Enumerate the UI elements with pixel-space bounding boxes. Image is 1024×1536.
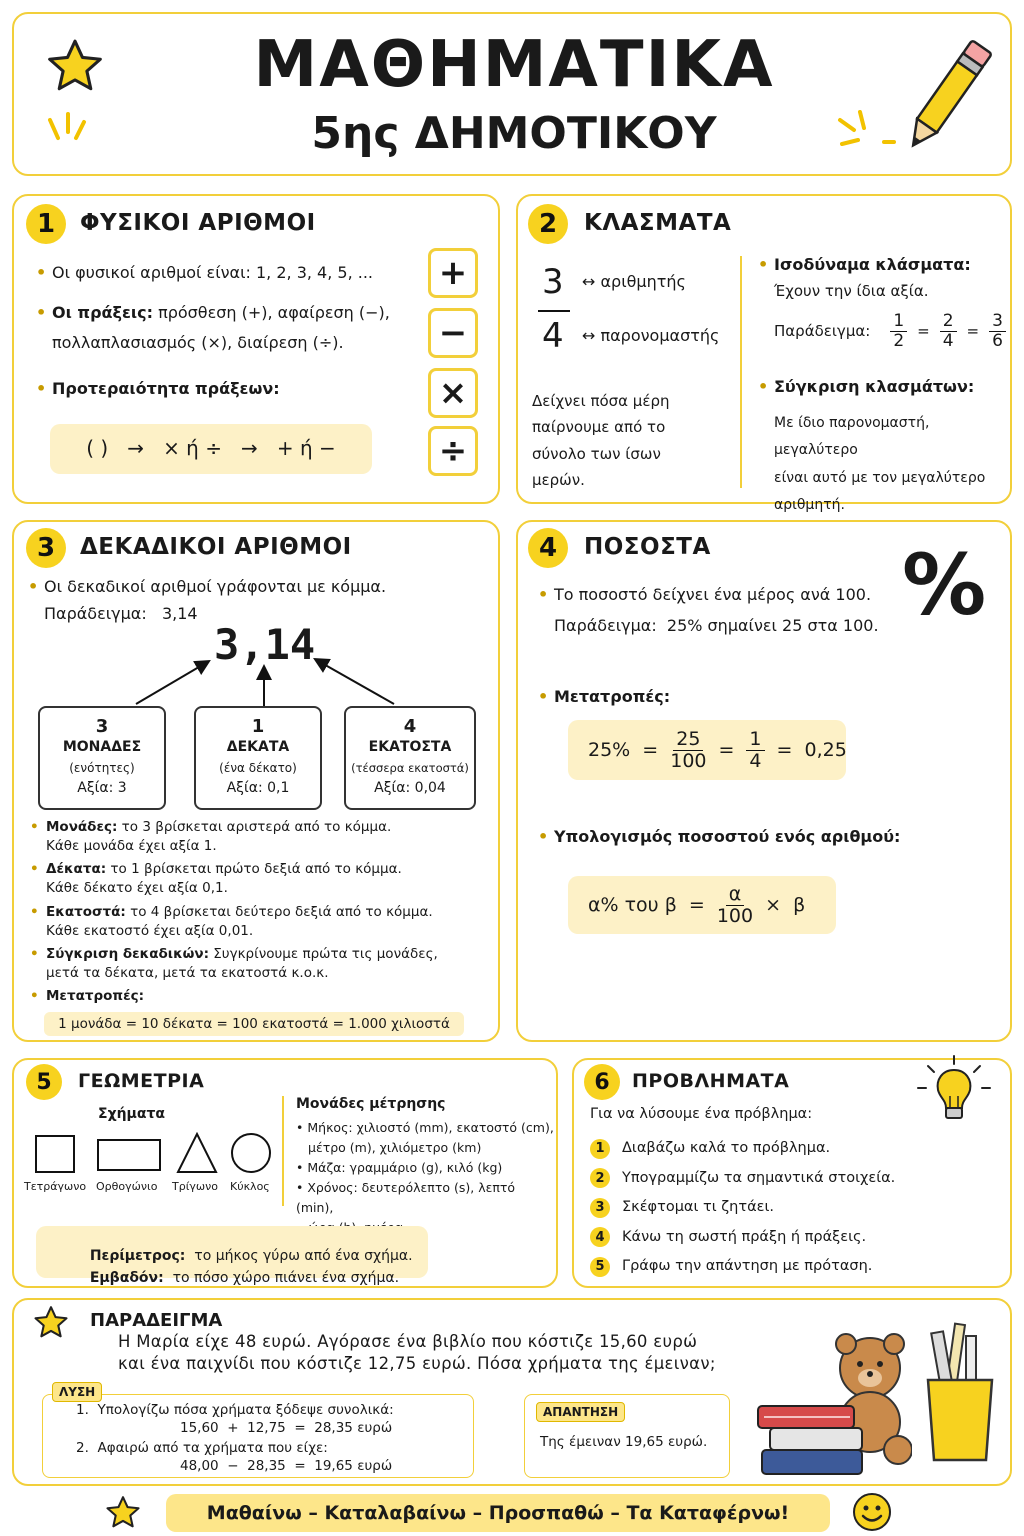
compare-text: Με ίδιο παρονομαστή, μεγαλύτερο είναι αυτό με τον μεγαλύτερο αριθμητή.: [774, 415, 986, 513]
equivalent-text: Έχουν την ίδια αξία.: [774, 282, 929, 300]
square-shape: [34, 1134, 76, 1174]
problems-intro: Για να λύσουμε ένα πρόβλημα:: [590, 1106, 813, 1122]
problem-steps: [590, 1134, 895, 1282]
section-problems: [572, 1058, 1012, 1288]
triangle-shape: [176, 1132, 218, 1174]
percent-line1: • Το ποσοστό δείχνει ένα μέρος ανά 100.: [554, 580, 871, 610]
arrows: [14, 652, 502, 712]
solution-step-1-calc: 15,60 + 12,75 = 28,35 ευρώ: [180, 1420, 393, 1436]
multiply-icon: ×: [428, 368, 478, 418]
section-number: 1: [26, 204, 66, 244]
percent-line2: Παράδειγμα: 25% σημαίνει 25 στα 100.: [554, 616, 879, 635]
big-decimal: 3,14: [214, 620, 316, 669]
divider: [740, 256, 742, 488]
section-title: ΠΟΣΟΣΤΑ: [584, 534, 711, 560]
divider: [282, 1096, 284, 1206]
solution-step-2: 2. Αφαιρώ από τα χρήματα που είχε:: [76, 1440, 328, 1456]
page-title: ΜΑΘΗΜΑΤΙΚΑ: [253, 28, 775, 102]
area-definition: Εμβαδόν: το πόσο χώρο πιάνει ένα σχήμα.: [89, 1270, 400, 1286]
lightbulb-icon: [914, 1052, 994, 1130]
answer-text: Της έμειναν 19,65 ευρώ.: [540, 1434, 708, 1450]
star-icon: [32, 1304, 70, 1342]
section-title: ΠΡΟΒΛΗΜΑΤΑ: [632, 1070, 790, 1092]
section-fractions: [516, 194, 1012, 513]
shape-label-triangle: Τρίγωνο: [172, 1180, 219, 1193]
smiley-icon: [852, 1492, 892, 1532]
answer-tag: ΑΠΑΝΤΗΣΗ: [536, 1402, 625, 1422]
minus-icon: −: [428, 308, 478, 358]
books-teddy-bear-illustration: [752, 1330, 912, 1480]
page-subtitle: 5ης ΔΗΜΟΤΙΚΟΥ: [311, 108, 717, 159]
problem-step: 5 Γράφω την απάντηση με πρόταση.: [590, 1252, 895, 1282]
fraction-bar: [538, 310, 570, 312]
footer-motto: Μαθαίνω – Καταλαβαίνω – Προσπαθώ – Τα Καταφέρνω!: [206, 1502, 790, 1524]
section-number: 6: [584, 1064, 620, 1100]
sparkle-right-icon: [834, 110, 904, 154]
solution-step-2-calc: 48,00 − 28,35 = 19,65 ευρώ: [180, 1458, 393, 1474]
section-title: ΦΥΣΙΚΟΙ ΑΡΙΘΜΟΙ: [80, 210, 316, 236]
percent-calc-formula: α% του β = $\frac{\alpha}{100}$ × β: [588, 882, 806, 927]
divide-icon: ÷: [428, 426, 478, 476]
place-value-box-tenths: 1 ΔΕΚΑΤΑ (ένα δέκατο) Αξία: 0,1: [194, 706, 322, 810]
example-text-2: και ένα παιχνίδι που κόστιζε 12,75 ευρώ. Πόσα χρήματα της έμειναν;: [118, 1354, 716, 1373]
place-value-box-hundredths: 4 ΕΚΑΤΟΣΤΑ (τέσσερα εκατοστά) Αξία: 0,04: [344, 706, 476, 810]
priority-label: • Προτεραιότητα πράξεων:: [52, 374, 280, 404]
decimals-line: • Οι δεκαδικοί αριθμοί γράφονται με κόμμα.: [44, 572, 386, 602]
natural-numbers-line: • Οι φυσικοί αριθμοί είναι: 1, 2, 3, 4, 5, ...: [52, 258, 373, 288]
conversion-text: 1 μονάδα = 10 δέκατα = 100 εκατοστά = 1.000 χιλιοστά: [58, 1016, 450, 1032]
operations-text: • Οι πράξεις: πρόσθεση (+), αφαίρεση (−), πολλαπλασιασμός (×), διαίρεση (÷).: [52, 298, 422, 359]
pencil-icon: [902, 32, 992, 162]
fraction-numerator: 3: [542, 262, 564, 302]
section-decimals: [12, 520, 500, 1042]
section-number: 2: [528, 204, 568, 244]
percent-conv-label: • Μετατροπές:: [554, 682, 670, 712]
perimeter-definition: Περίμετρος: το μήκος γύρω από ένα σχήμα.: [89, 1248, 413, 1264]
equivalent-example: Παράδειγμα: $\frac{1}{2}$ = $\frac{2}{4}$ = $\frac{3}{6}$: [774, 312, 1006, 350]
plus-icon: +: [428, 248, 478, 298]
fraction-denominator: 4: [542, 316, 564, 356]
priority-text: ( ) → × ή ÷ → + ή −: [86, 436, 336, 460]
section-number: 3: [26, 528, 66, 568]
section-percentages: [516, 520, 1012, 1042]
example-title: ΠΑΡΑΔΕΙΓΜΑ: [90, 1310, 223, 1331]
pencil-cup-icon: [920, 1320, 1000, 1470]
numerator-label: ↔ αριθμητής: [582, 272, 686, 291]
section-geometry: [12, 1058, 558, 1288]
problem-step: 2 Υπογραμμίζω τα σημαντικά στοιχεία.: [590, 1164, 895, 1194]
section-title: ΔΕΚΑΔΙΚΟΙ ΑΡΙΘΜΟΙ: [80, 534, 352, 560]
units-title: Μονάδες μέτρησης: [296, 1096, 446, 1112]
shapes-title: Σχήματα: [98, 1106, 166, 1122]
problem-step: 4 Κάνω τη σωστή πράξη ή πράξεις.: [590, 1223, 895, 1253]
section-natural-numbers: [12, 194, 500, 504]
section-number: 4: [528, 528, 568, 568]
solution-step-1: 1. Υπολογίζω πόσα χρήματα ξόδεψε συνολικά:: [76, 1402, 394, 1418]
shape-label-square: Τετράγωνο: [24, 1180, 87, 1193]
section-title: ΚΛΑΣΜΑΤΑ: [584, 210, 732, 236]
compare-title: • Σύγκριση κλασμάτων:: [774, 372, 974, 402]
percent-icon: %: [902, 536, 987, 634]
units-list: • Μήκος: χιλιοστό (mm), εκατοστό (cm), μέτρο (m), χιλιόμετρο (km) • Μάζα: γραμμάριο (g), κιλό (kg) • Χρόνος: δευτερόλεπτο (s), λεπτό (min),: [296, 1120, 554, 1215]
star-icon: [104, 1494, 142, 1532]
fraction-description: Δείχνει πόσα μέρη παίρνουμε από το σύνολο των ίσων μερών.: [532, 392, 670, 489]
rectangle-shape: [96, 1138, 162, 1172]
percent-calc-label: • Υπολογισμός ποσοστού ενός αριθμού:: [554, 822, 900, 852]
problem-step: 3 Σκέφτομαι τι ζητάει.: [590, 1193, 895, 1223]
section-number: 5: [26, 1064, 62, 1100]
equivalent-title: • Ισοδύναμα κλάσματα:: [774, 250, 971, 280]
solution-tag: ΛΥΣΗ: [52, 1382, 102, 1402]
decimal-items: • Μονάδες: το 3 βρίσκεται αριστερά από το κόμμα. Κάθε μονάδα έχει αξία 1. • Δέκατα: το 1 βρίσκεται πρώτο δεξιά από το κόμμα. Κάθε δέκατο έχει αξία 0,1. • Εκατοστά: το 4 βρίσκεται δεύτερο δεξιά από το κόμμα. Κάθε εκατοστό έχει αξία 0,01. • Σύγκριση δεκαδικών: Συγκρίνουμε πρώτα τις μονάδες, μετά τα δέκατα, μετά τα εκατοστά κ.ο.κ. • Μετατροπές:: [46, 818, 496, 1006]
circle-shape: [230, 1132, 272, 1174]
header-card: [12, 12, 1012, 176]
percent-conv-formula: 25% = $\frac{25}{100}$ = $\frac{1}{4}$ = 0,25: [588, 727, 847, 772]
shape-label-rectangle: Ορθογώνιο: [96, 1180, 158, 1193]
denominator-label: ↔ παρονομαστής: [582, 326, 720, 345]
section-title: ΓΕΩΜΕΤΡΙΑ: [78, 1070, 205, 1092]
example-text-1: Η Μαρία είχε 48 ευρώ. Αγόρασε ένα βιβλίο που κόστιζε 15,60 ευρώ: [118, 1332, 698, 1351]
shape-label-circle: Κύκλος: [230, 1180, 270, 1193]
example-card: [12, 1298, 1012, 1486]
place-value-box-ones: 3 ΜΟΝΑΔΕΣ (ενότητες) Αξία: 3: [38, 706, 166, 810]
decimals-example: Παράδειγμα: 3,14: [44, 604, 198, 623]
problem-step: 1 Διαβάζω καλά το πρόβλημα.: [590, 1134, 895, 1164]
